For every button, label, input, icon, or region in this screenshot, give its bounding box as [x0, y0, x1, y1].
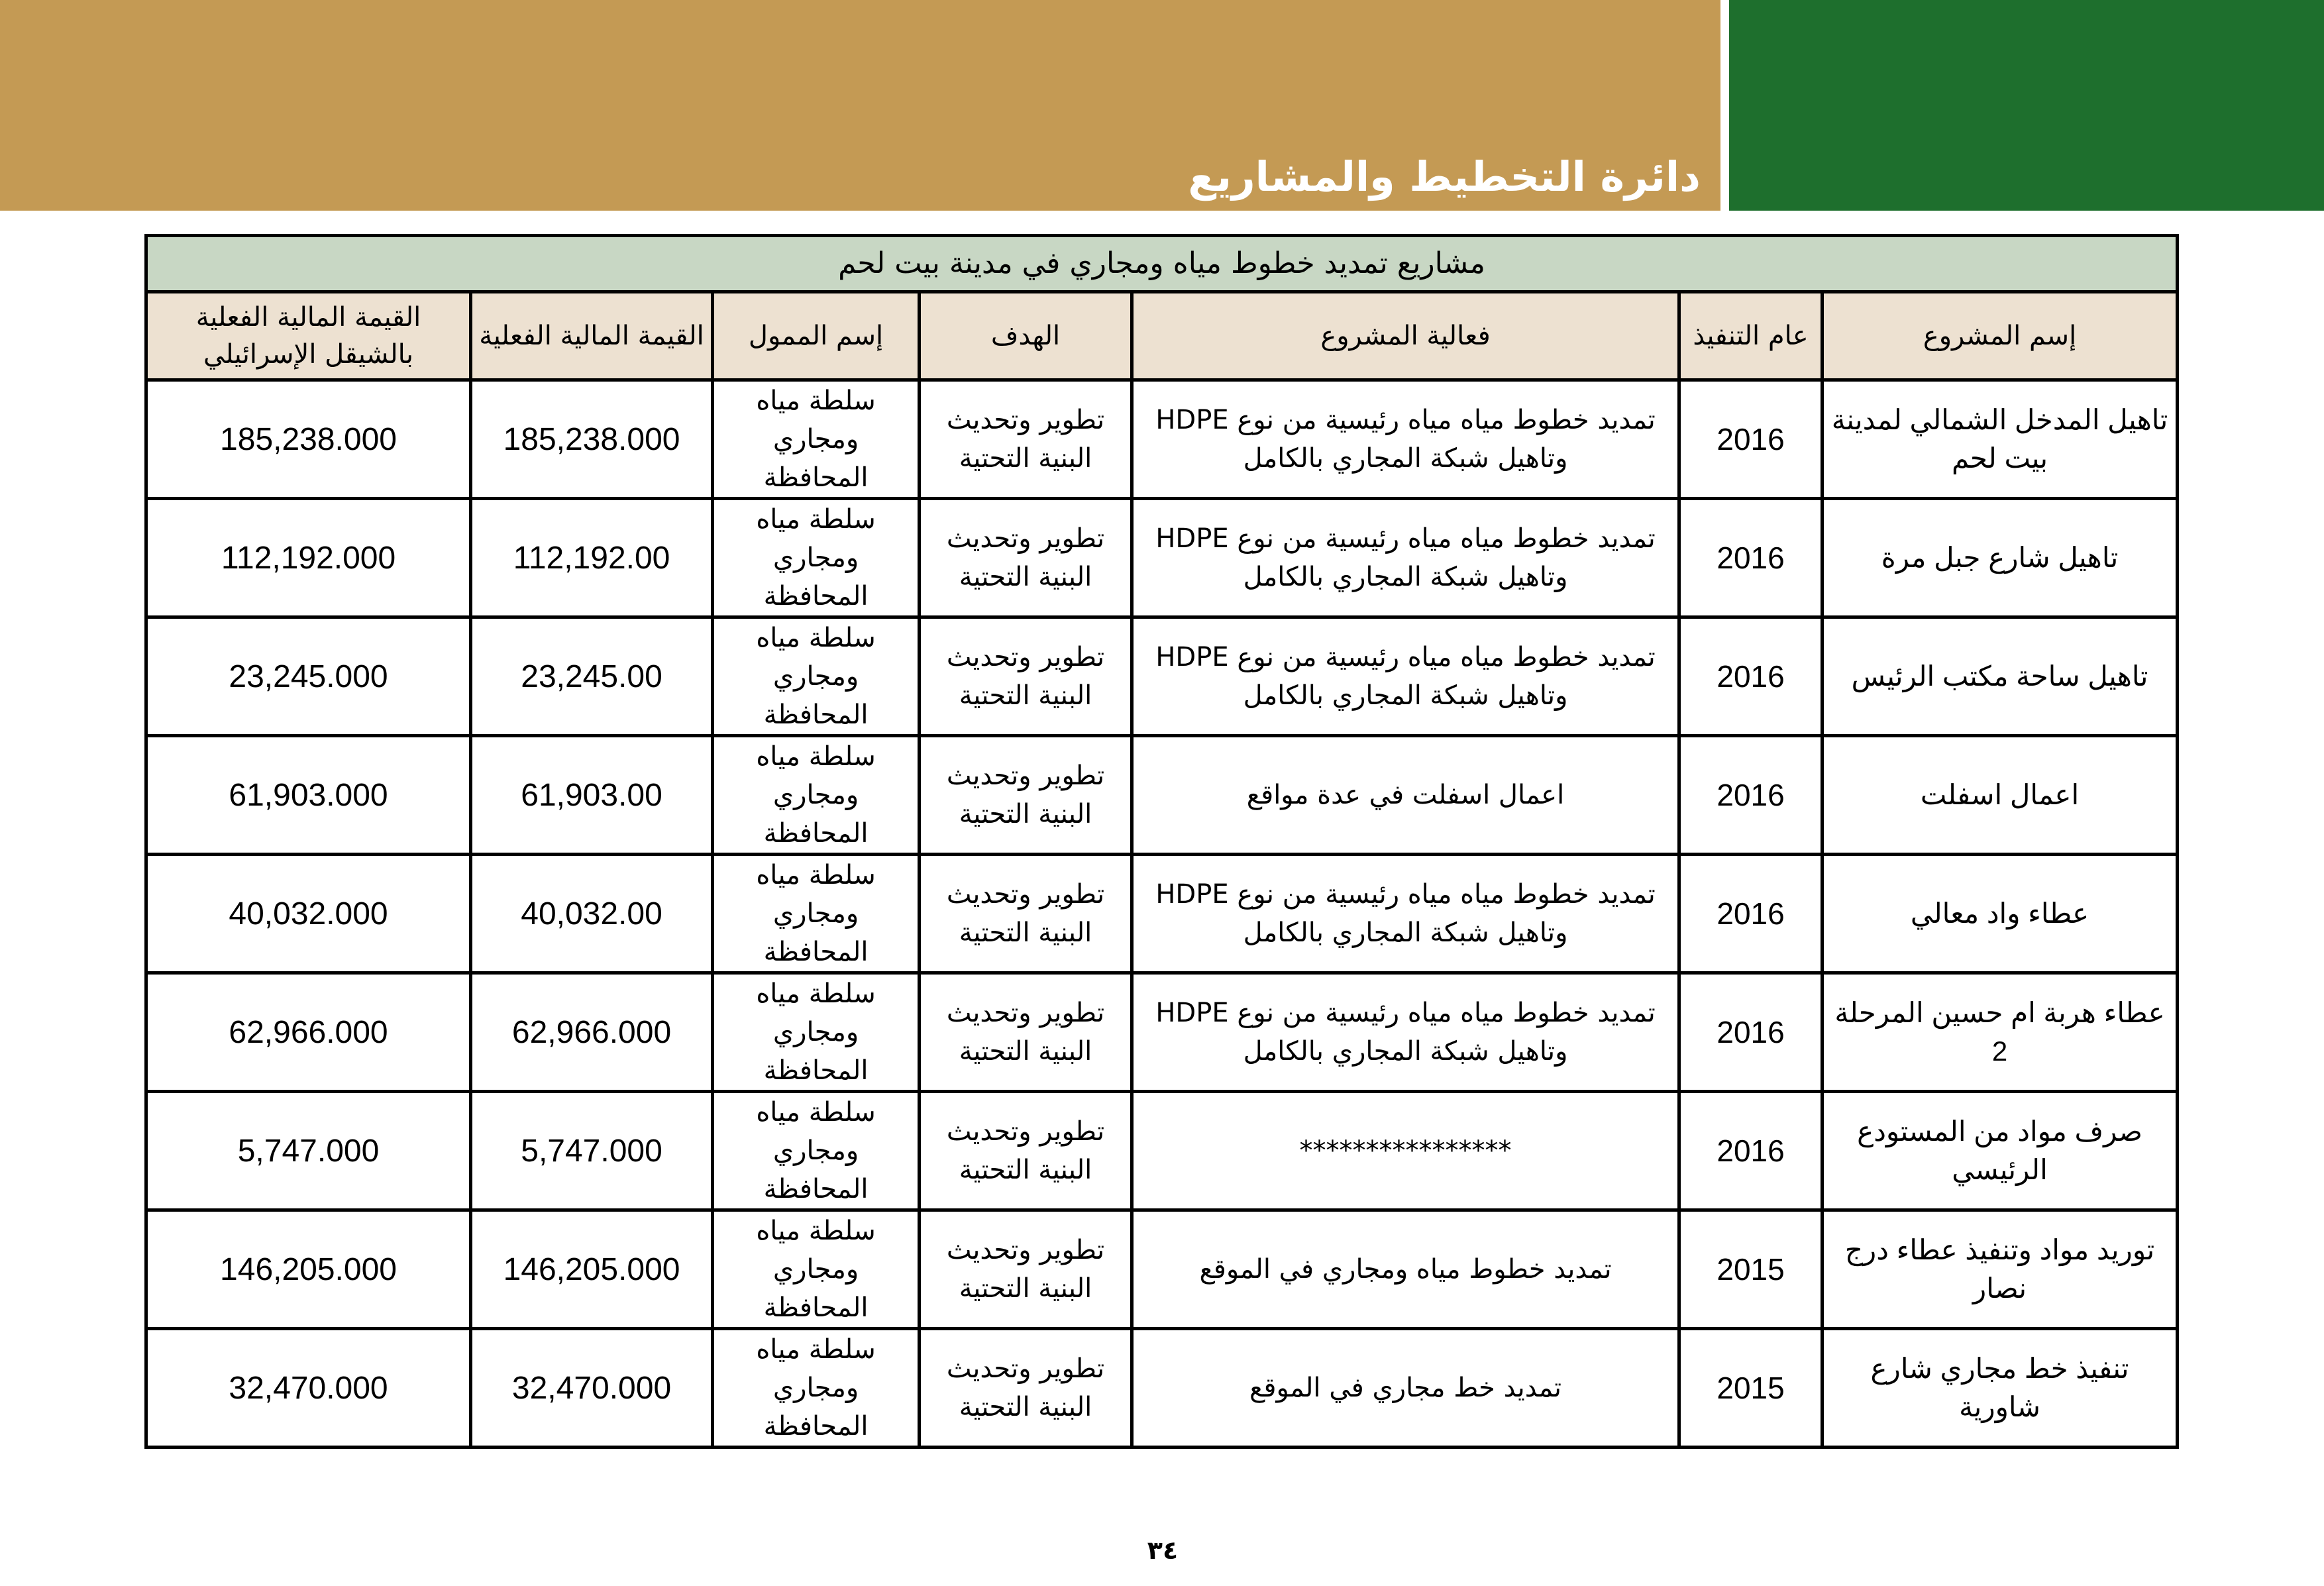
- project-goal: تطوير وتحديث البنية التحتية: [920, 855, 1132, 973]
- actual-value: 146,205.000: [471, 1210, 713, 1329]
- funder-name: سلطة مياه ومجاري المحافظة: [713, 973, 920, 1092]
- column-header-activity: فعالية المشروع: [1132, 292, 1679, 380]
- ils-value: 5,747.000: [146, 1092, 471, 1210]
- project-name: اعمال اسفلت: [1822, 736, 2178, 855]
- funder-name: سلطة مياه ومجاري المحافظة: [713, 617, 920, 736]
- table-row: [146, 736, 2178, 855]
- project-name: تاهيل ساحة مكتب الرئيس: [1822, 617, 2178, 736]
- table-row: [146, 1092, 2178, 1210]
- execution-year: 2016: [1679, 855, 1822, 973]
- table-row: [146, 380, 2178, 499]
- actual-value: 112,192.00: [471, 499, 713, 617]
- department-title: دائرة التخطيط والمشاريع: [1188, 152, 1701, 201]
- project-name: تاهيل شارع جبل مرة: [1822, 499, 2178, 617]
- table-title-row: [146, 236, 2178, 292]
- ils-value: 112,192.000: [146, 499, 471, 617]
- project-goal: تطوير وتحديث البنية التحتية: [920, 617, 1132, 736]
- project-goal: تطوير وتحديث البنية التحتية: [920, 499, 1132, 617]
- projects-table: [144, 234, 2179, 1449]
- project-activity: اعمال اسفلت في عدة مواقع: [1132, 736, 1679, 855]
- column-header-funder: إسم الممول: [713, 292, 920, 380]
- actual-value: 40,032.00: [471, 855, 713, 973]
- page-number: ٣٤: [1147, 1536, 1179, 1565]
- table-row: [146, 499, 2178, 617]
- column-header-ils-value: القيمة المالية الفعلية بالشيقل الإسرائيلي: [146, 292, 471, 380]
- project-goal: تطوير وتحديث البنية التحتية: [920, 1329, 1132, 1448]
- actual-value: 62,966.000: [471, 973, 713, 1092]
- header-band-green: [1729, 0, 2324, 211]
- column-header-goal: الهدف: [920, 292, 1132, 380]
- column-header-year: عام التنفيذ: [1679, 292, 1822, 380]
- actual-value: 32,470.000: [471, 1329, 713, 1448]
- project-name: توريد مواد وتنفيذ عطاء درج نصار: [1822, 1210, 2178, 1329]
- ils-value: 32,470.000: [146, 1329, 471, 1448]
- funder-name: سلطة مياه ومجاري المحافظة: [713, 1329, 920, 1448]
- column-header-project-name: إسم المشروع: [1822, 292, 2178, 380]
- execution-year: 2015: [1679, 1210, 1822, 1329]
- project-goal: تطوير وتحديث البنية التحتية: [920, 380, 1132, 499]
- ils-value: 62,966.000: [146, 973, 471, 1092]
- ils-value: 61,903.000: [146, 736, 471, 855]
- project-activity: تمديد خطوط مياه مياه رئيسية من نوع HDPE وتاهيل شبكة المجاري بالكامل: [1132, 973, 1679, 1092]
- funder-name: سلطة مياه ومجاري المحافظة: [713, 855, 920, 973]
- project-name: تاهيل المدخل الشمالي لمدينة بيت لحم: [1822, 380, 2178, 499]
- execution-year: 2016: [1679, 499, 1822, 617]
- actual-value: 61,903.00: [471, 736, 713, 855]
- funder-name: سلطة مياه ومجاري المحافظة: [713, 380, 920, 499]
- execution-year: 2016: [1679, 1092, 1822, 1210]
- ils-value: 23,245.000: [146, 617, 471, 736]
- table-row: [146, 973, 2178, 1092]
- execution-year: 2016: [1679, 736, 1822, 855]
- project-name: صرف مواد من المستودع الرئيسي: [1822, 1092, 2178, 1210]
- project-name: تنفيذ خط مجاري شارع شاورية: [1822, 1329, 2178, 1448]
- project-activity: تمديد خط مجاري في الموقع: [1132, 1329, 1679, 1448]
- project-goal: تطوير وتحديث البنية التحتية: [920, 973, 1132, 1092]
- table-row: [146, 1210, 2178, 1329]
- ils-value: 40,032.000: [146, 855, 471, 973]
- execution-year: 2016: [1679, 380, 1822, 499]
- column-header-actual-value: القيمة المالية الفعلية: [471, 292, 713, 380]
- project-name: عطاء واد معالي: [1822, 855, 2178, 973]
- funder-name: سلطة مياه ومجاري المحافظة: [713, 499, 920, 617]
- table-title: مشاريع تمديد خطوط مياه ومجاري في مدينة بيت لحم: [146, 236, 2178, 292]
- funder-name: سلطة مياه ومجاري المحافظة: [713, 1092, 920, 1210]
- project-activity: تمديد خطوط مياه مياه رئيسية من نوع HDPE وتاهيل شبكة المجاري بالكامل: [1132, 380, 1679, 499]
- funder-name: سلطة مياه ومجاري المحافظة: [713, 1210, 920, 1329]
- project-goal: تطوير وتحديث البنية التحتية: [920, 1210, 1132, 1329]
- actual-value: 5,747.000: [471, 1092, 713, 1210]
- ils-value: 185,238.000: [146, 380, 471, 499]
- project-activity: تمديد خطوط مياه مياه رئيسية من نوع HDPE وتاهيل شبكة المجاري بالكامل: [1132, 499, 1679, 617]
- project-activity: ****************: [1132, 1092, 1679, 1210]
- project-activity: تمديد خطوط مياه ومجاري في الموقع: [1132, 1210, 1679, 1329]
- execution-year: 2015: [1679, 1329, 1822, 1448]
- project-activity: تمديد خطوط مياه مياه رئيسية من نوع HDPE وتاهيل شبكة المجاري بالكامل: [1132, 855, 1679, 973]
- funder-name: سلطة مياه ومجاري المحافظة: [713, 736, 920, 855]
- table-header-row: [146, 292, 2178, 380]
- ils-value: 146,205.000: [146, 1210, 471, 1329]
- table-row: [146, 1329, 2178, 1448]
- table-row: [146, 617, 2178, 736]
- table-row: [146, 855, 2178, 973]
- execution-year: 2016: [1679, 973, 1822, 1092]
- header-band-gold: [0, 0, 1720, 211]
- project-goal: تطوير وتحديث البنية التحتية: [920, 1092, 1132, 1210]
- project-activity: تمديد خطوط مياه مياه رئيسية من نوع HDPE وتاهيل شبكة المجاري بالكامل: [1132, 617, 1679, 736]
- actual-value: 185,238.000: [471, 380, 713, 499]
- actual-value: 23,245.00: [471, 617, 713, 736]
- execution-year: 2016: [1679, 617, 1822, 736]
- project-goal: تطوير وتحديث البنية التحتية: [920, 736, 1132, 855]
- project-name: عطاء هربة ام حسين المرحلة 2: [1822, 973, 2178, 1092]
